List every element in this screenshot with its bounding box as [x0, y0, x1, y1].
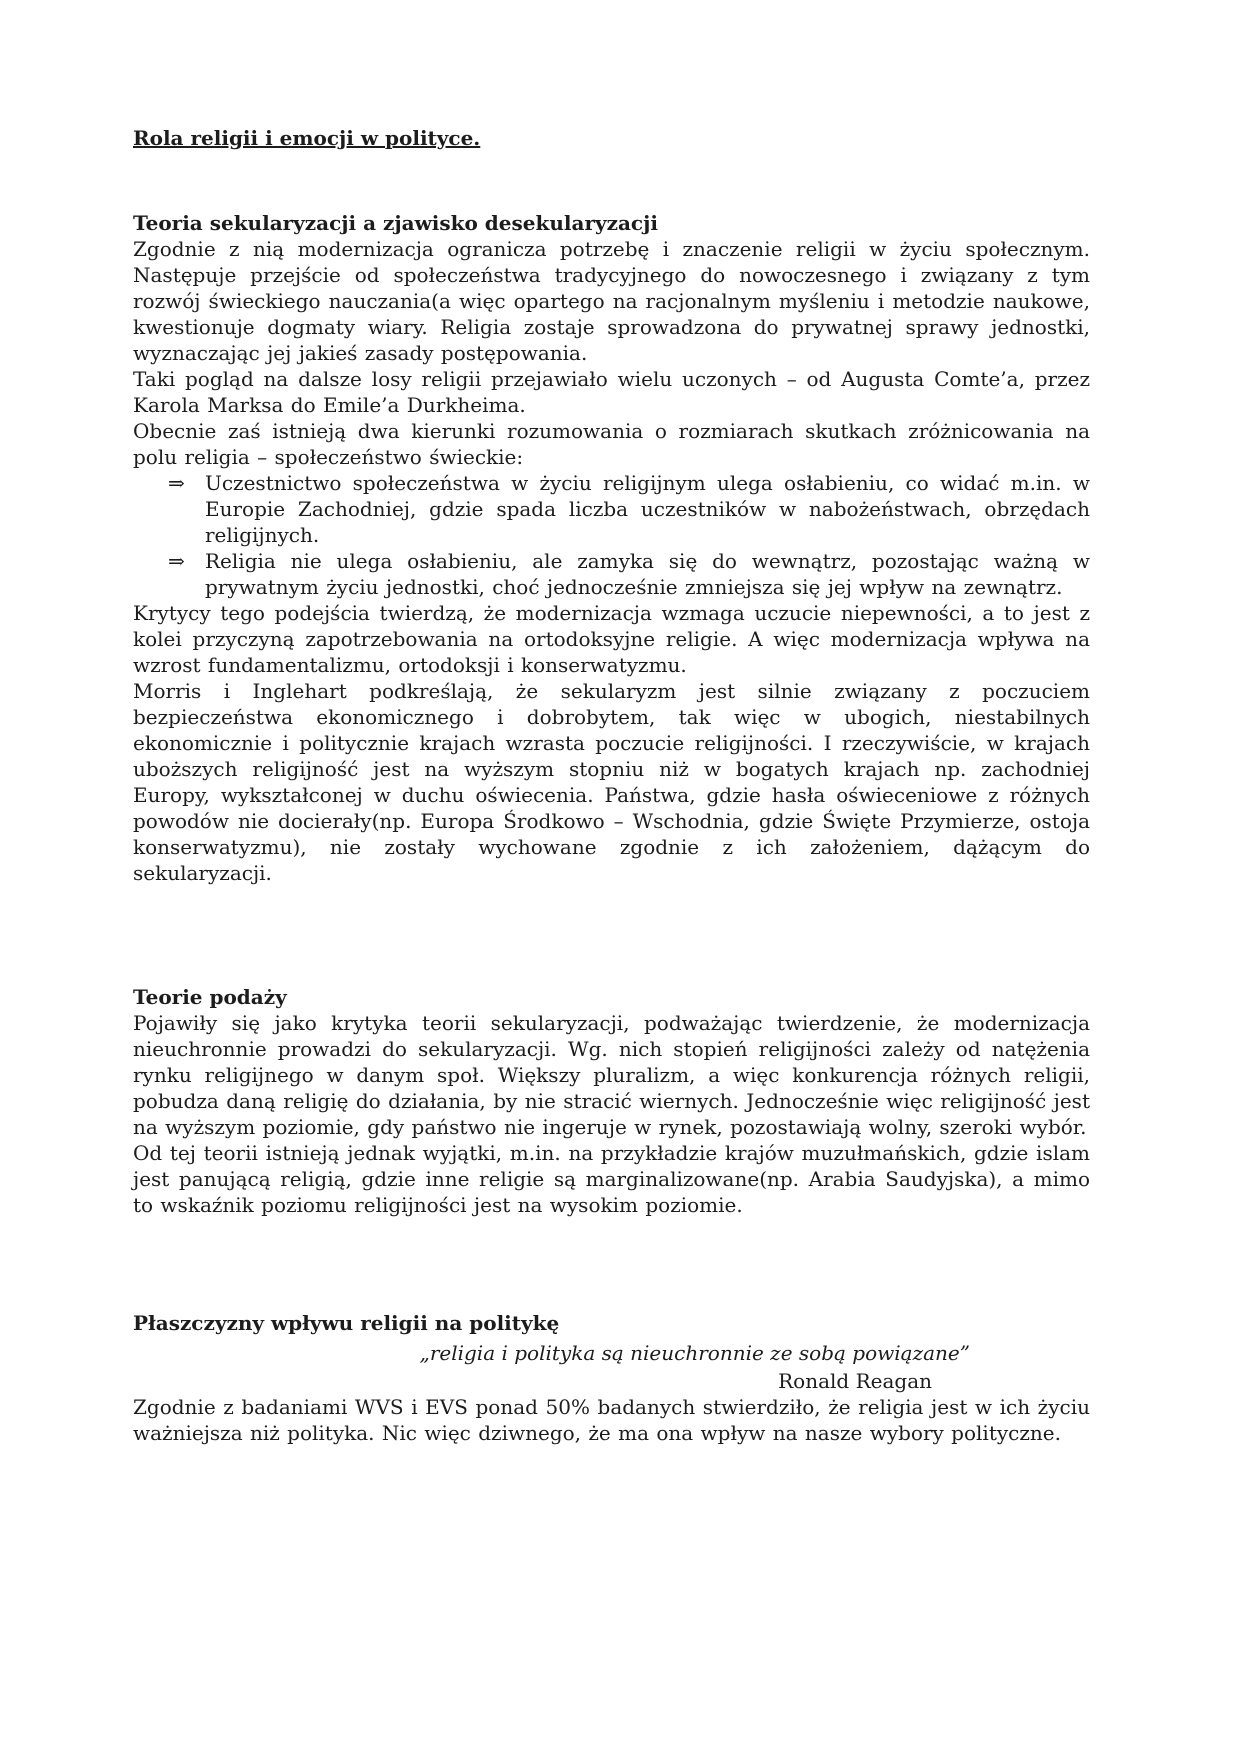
document-title: Rola religii i emocji w polityce. — [133, 126, 481, 150]
quote-attribution: Ronald Reagan — [778, 1369, 932, 1393]
section-heading-plaszczyzny: Płaszczyzny wpływu religii na politykę — [133, 1311, 560, 1335]
quote-text: „religia i polityka są nieuchronnie ze sobą powiązane” — [419, 1341, 970, 1365]
list-item — [168, 470, 1090, 548]
list-item-text: Religia nie ulega osłabieniu, ale zamyka się do wewnątrz, pozostając ważną w prywatnym życiu jednostki, choć jednocześnie zmniejsza się jej wpływ na zewnątrz. — [205, 549, 1090, 599]
paragraph-wvs-evs: Zgodnie z badaniami WVS i EVS ponad 50% badanych stwierdziło, że religia jest w ich życiu ważniejsza niż polityka. Nic więc dziwnego, że ma ona wpływ na nasze wybory polityczne. — [133, 1395, 1090, 1445]
section-heading-sekularyzacja: Teoria sekularyzacji a zjawisko desekularyzacji — [133, 211, 658, 235]
arrow-bullet-list — [133, 470, 1090, 600]
paragraph-modernizacja: Zgodnie z nią modernizacja ogranicza potrzebę i znaczenie religii w życiu społecznym. Następuje przejście od społeczeństwa tradycyjnego do nowoczesnego i związany z tym rozwój świeckiego nauczania(a więc opartego na racjonalnym myśleniu i metodzie naukowe, kwestionuje dogmaty wiary. Religia zostaje sprowadzona do prywatnej sprawy jednostki, wyznaczając jej jakieś zasady postępowania. — [133, 237, 1090, 365]
section-heading-teorie-podazy: Teorie podaży — [133, 985, 287, 1009]
double-arrow-bullet-icon: ⇒ — [168, 471, 185, 495]
paragraph-morris-inglehart: Morris i Inglehart podkreślają, że sekularyzm jest silnie związany z poczuciem bezpieczeństwa ekonomicznego i dobrobytem, tak więc w ubogich, niestabilnych ekonomicznie i politycznie krajach wzrasta poczucie religijności. I rzeczywiście, w krajach uboższych religijność jest na wyższym stopniu niż w bogatych krajach np. zachodniej Europy, wykształconej w duchu oświecenia. Państwa, gdzie hasła oświeceniowe z różnych powodów nie docierały(np. Europa Środkowo – Wschodnia, gdzie Święte Przymierze, ostoja konserwatyzmu), nie zostały wychowane zgodnie z ich założeniem, dążącym do sekularyzacji. — [133, 679, 1090, 885]
double-arrow-bullet-icon: ⇒ — [168, 549, 185, 573]
paragraph-krytycy: Krytycy tego podejścia twierdzą, że modernizacja wzmaga uczucie niepewności, a to jest z kolei przyczyną zapotrzebowania na ortodoksyjne religie. A więc modernizacja wpływa na wzrost fundamentalizmu, ortodoksji i konserwatyzmu. — [133, 601, 1090, 677]
list-item — [168, 548, 1090, 600]
list-item-text: Uczestnictwo społeczeństwa w życiu religijnym ulega osłabieniu, co widać m.in. w Europie Zachodniej, gdzie spada liczba uczestników w nabożeństwach, obrzędach religijnych. — [205, 471, 1090, 547]
paragraph-krytyka-teorii: Pojawiły się jako krytyka teorii sekularyzacji, podważając twierdzenie, że modernizacja nieuchronnie prowadzi do sekularyzacji. Wg. nich stopień religijności zależy od natężenia rynku religijnego w danym społ. Większy pluralizm, a więc konkurencja różnych religii, pobudza daną religię do działania, by nie stracić wiernych. Jednocześnie więc religijność jest na wyższym poziomie, gdy państwo nie ingeruje w rynek, pozostawiają wolny, szeroki wybór. — [133, 1011, 1090, 1139]
paragraph-uczeni: Taki pogląd na dalsze losy religii przejawiało wielu uczonych – od Augusta Comte’a, przez Karola Marksa do Emile’a Durkheima. — [133, 367, 1090, 417]
paragraph-wyjatki: Od tej teorii istnieją jednak wyjątki, m.in. na przykładzie krajów muzułmańskich, gdzie islam jest panującą religią, gdzie inne religie są marginalizowane(np. Arabia Saudyjska), a mimo to wskaźnik poziomu religijności jest na wysokim poziomie. — [133, 1141, 1090, 1217]
paragraph-dwa-kierunki: Obecnie zaś istnieją dwa kierunki rozumowania o rozmiarach skutkach zróżnicowania na polu religia – społeczeństwo świeckie: — [133, 419, 1090, 469]
